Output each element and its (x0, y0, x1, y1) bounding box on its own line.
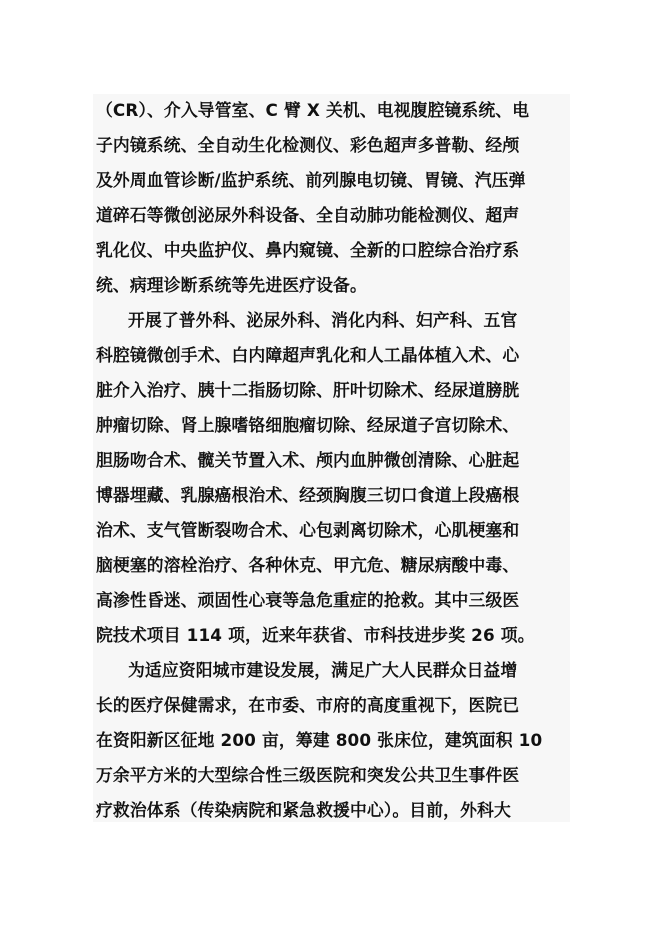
paragraph-line: 万余平方米的大型综合性三级医院和突发公共卫生事件医 (96, 765, 520, 785)
paragraph-line: 肿瘤切除、肾上腺嗜铬细胞瘤切除、经尿道子宫切除术、 (96, 415, 520, 435)
paragraph-line: 疗救治体系（传染病院和紧急救援中心）。目前，外科大 (96, 800, 511, 820)
paragraph-line: 为适应资阳城市建设发展，满足广大人民群众日益增 (128, 660, 518, 680)
paragraph-line: 治术、支气管断裂吻合术、心包剥离切除术，心肌梗塞和 (96, 520, 520, 540)
paragraph-line: 科腔镜微创手术、白内障超声乳化和人工晶体植入术、心 (96, 345, 520, 365)
paragraph-line: 乳化仪、中央监护仪、鼻内窥镜、全新的口腔综合治疗系 (96, 240, 520, 260)
paragraph-line: 博器埋藏、乳腺癌根治术、经颈胸腹三切口食道上段癌根 (96, 485, 520, 505)
paragraph-line: 长的医疗保健需求，在市委、市府的高度重视下，医院已 (96, 695, 520, 715)
paragraph-line: 道碎石等微创泌尿外科设备、全自动肺功能检测仪、超声 (96, 205, 520, 225)
paragraph-line: 统、病理诊断系统等先进医疗设备。 (96, 275, 367, 295)
paragraph-line: （CR）、介入导管室、C 臂 X 关机、电视腹腔镜系统、电 (96, 100, 530, 120)
paragraph-line: 院技术项目 114 项，近来年获省、市科技进步奖 26 项。 (96, 625, 535, 645)
paragraph-line: 高渗性昏迷、顽固性心衰等急危重症的抢救。其中三级医 (96, 590, 520, 610)
paragraph-line: 子内镜系统、全自动生化检测仪、彩色超声多普勒、经颅 (96, 135, 520, 155)
paragraph-line: 及外周血管诊断/监护系统、前列腺电切镜、胃镜、汽压弹 (96, 170, 526, 190)
paragraph-line: 脑梗塞的溶栓治疗、各种休克、甲亢危、糖尿病酸中毒、 (96, 555, 520, 575)
paragraph-line: 在资阳新区征地 200 亩，筹建 800 张床位，建筑面积 10 (96, 730, 543, 750)
paragraph-line: 开展了普外科、泌尿外科、消化内科、妇产科、五官 (128, 310, 518, 330)
paragraph-line: 脏介入治疗、胰十二指肠切除、肝叶切除术、经尿道膀胱 (96, 380, 520, 400)
paragraph-line: 胆肠吻合术、髋关节置入术、颅内血肿微创清除、心脏起 (96, 450, 520, 470)
